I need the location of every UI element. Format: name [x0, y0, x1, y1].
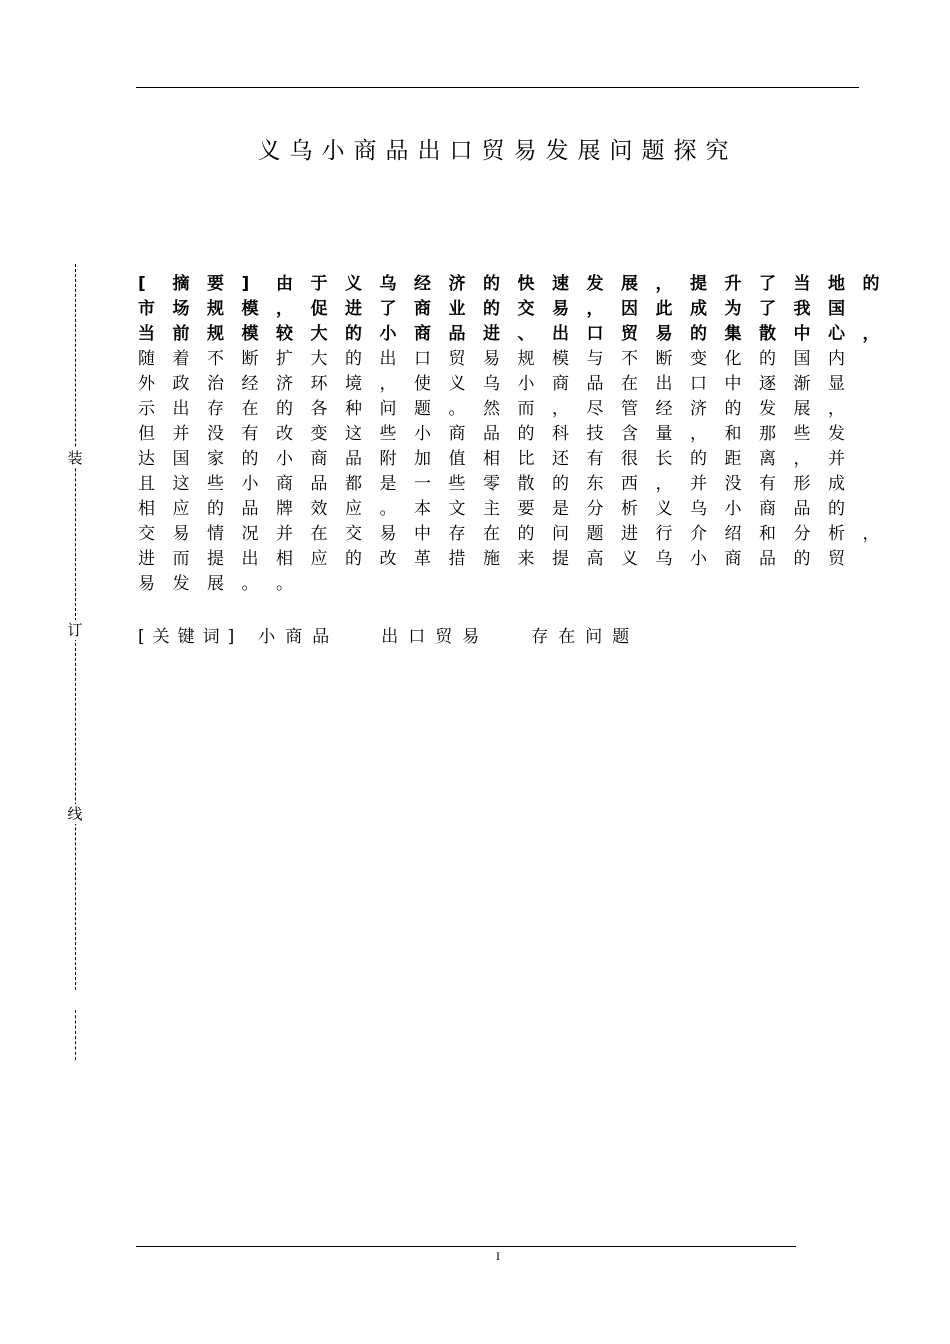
- keywords-line: [138, 622, 681, 647]
- keywords-label: [关键词]: [138, 627, 243, 647]
- keyword-item: 小商品: [258, 627, 340, 647]
- document-title: 义乌小商品出口贸易发展问题探究: [257, 138, 738, 164]
- abstract-line: 随 着 不 断 扩 大 的 出 口 贸 易 规 模 与 不 断 变 化 的 国 内: [138, 349, 845, 369]
- abstract-line: 示 出 存 在 的 各 种 问 题 。 然 而 ， 尽 管 经 济 的 发 展 ，: [138, 399, 845, 419]
- binding-mark-ding: 订: [65, 620, 85, 640]
- footer-rule: [136, 1246, 796, 1247]
- page-number: I: [496, 1249, 500, 1263]
- binding-mark-zhuang: 装: [65, 448, 85, 468]
- abstract-line: 市 场 规 模 ， 促 进 了 商 业 的 交 易 ， 因 此 成 为 了 我 国: [138, 299, 845, 319]
- header-rule: [136, 87, 859, 88]
- abstract-block: [138, 272, 878, 597]
- abstract-line: 相 应 的 品 牌 效 应 。 本 文 主 要 是 分 析 义 乌 小 商 品 的: [138, 499, 845, 519]
- abstract-line: 进 而 提 出 相 应 的 改 革 措 施 来 提 高 义 乌 小 商 品 的 贸: [138, 549, 845, 569]
- abstract-line: 交 易 情 况 并 在 交 易 中 存 在 的 问 题 进 行 介 绍 和 分 析 ，: [138, 524, 880, 544]
- abstract-line: 达 国 家 的 小 商 品 附 加 值 相 比 还 有 很 长 的 距 离 ， 并: [138, 449, 845, 469]
- abstract-line: 易 发 展 。 。: [138, 574, 293, 594]
- binding-mark-xian: 线: [65, 804, 85, 824]
- abstract-line: [ 摘 要 ] 由 于 义 乌 经 济 的 快 速 发 展 ， 提 升 了 当 地 的: [138, 274, 880, 294]
- abstract-line: 外 政 治 经 济 环 境 ， 使 义 乌 小 商 品 在 出 口 中 逐 渐 显: [138, 374, 845, 394]
- abstract-line: 但 并 没 有 改 变 这 些 小 商 品 的 科 技 含 量 ， 和 那 些 发: [138, 424, 845, 444]
- abstract-line: 当 前 规 模 较 大 的 小 商 品 进 、 出 口 贸 易 的 集 散 中 心 ，: [138, 324, 880, 344]
- binding-dashed-line-lower: [75, 1010, 76, 1060]
- keyword-item: 出口贸易: [381, 627, 490, 647]
- abstract-line: 且 这 些 小 商 品 都 是 一 些 零 散 的 东 西 ， 并 没 有 形 成: [138, 474, 845, 494]
- keyword-item: 存在问题: [531, 627, 640, 647]
